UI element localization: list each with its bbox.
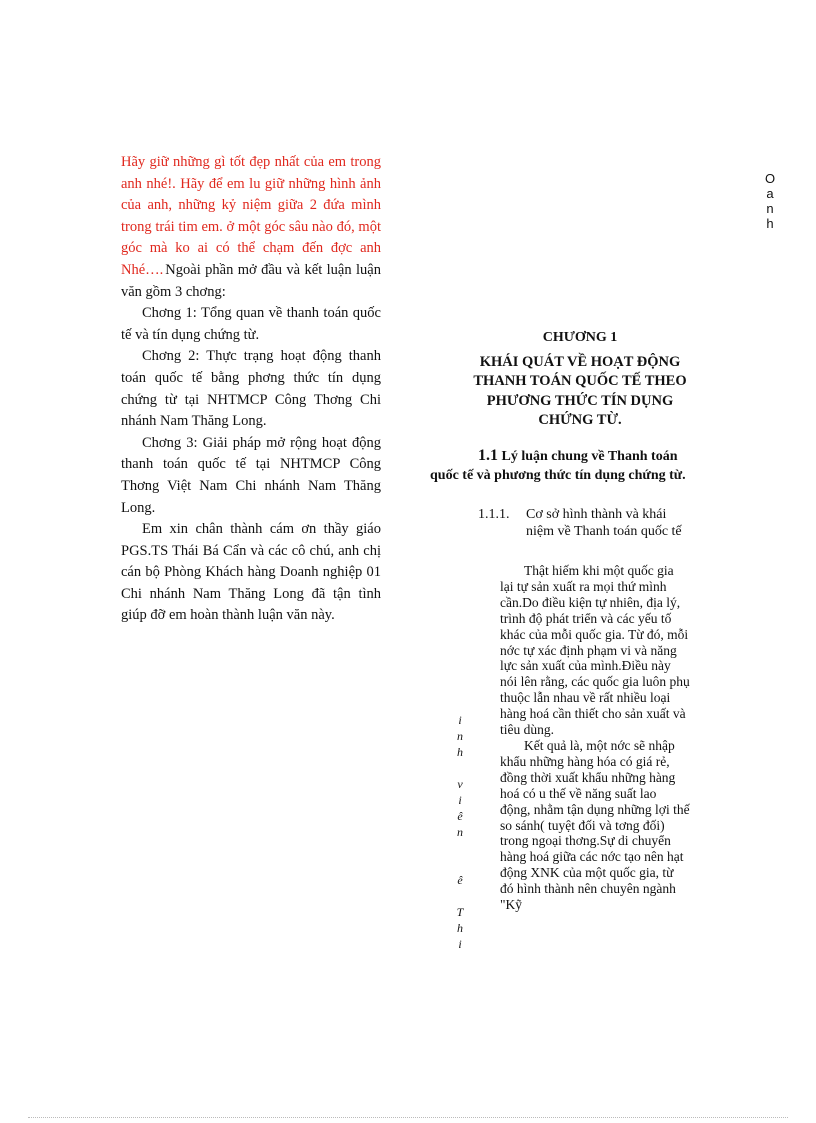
- body-paragraph-2: Kết quả là, một nớc sẽ nhập khẩu những hàng hóa có giá rẻ, đồng thời xuất khẩu những hàng hoá có u thế về năng suất lao động, nhằm tận dụng những lợi thế so sánh( tuyệt đối và tơng đối) trong ngoại thơng.Sự di chuyển hàng hoá giữa các nớc tạo nên hạt động XNK của một quốc gia, từ đó hình thành nên chuyên ngành "Kỹ: [500, 737, 690, 913]
- vertical-margin-letter: i: [458, 713, 462, 727]
- chapter-heading: [430, 328, 730, 431]
- intro-tail-text: Ngoài phần mở đầu và kết luận luận văn gồm 3 chơng:: [121, 261, 381, 300]
- body-paragraph-1: Thật hiếm khi một quốc gia lại tự sản xuất ra mọi thứ mình cần.Do điều kiện tự nhiên, địa lý, trình độ phát triển và các yếu tố khác của mỗi quốc gia. Từ đó, mỗi nớc tự xác định phạm vi và năng lực sản xuất của mình.Điều này nói lên rằng, các quốc gia luôn phụ thuộc lẫn nhau về rất nhiều loại hàng hoá cần thiết cho sản xuất và tiêu dùng.: [500, 563, 690, 738]
- left-column-text: [121, 152, 381, 627]
- chapter2-summary: Chơng 2: Thực trạng hoạt động thanh toán quốc tế bằng phơng thức tín dụng chứng từ tại NHTMCP Công Thơng Chi nhánh Nam Thăng Long.: [121, 348, 381, 430]
- vertical-margin-letter: [454, 760, 466, 776]
- vertical-margin-letters: [454, 712, 466, 952]
- vertical-margin-letter: h: [457, 921, 463, 935]
- vertical-margin-letter: ê: [457, 873, 463, 887]
- vertical-margin-letter: [454, 856, 466, 872]
- chapter-label: CHƯƠNG 1: [542, 330, 618, 345]
- vertical-margin-letter: [454, 888, 466, 904]
- vertical-margin-letter: [454, 840, 466, 856]
- red-dedication-text: Hãy giữ những gì tốt đẹp nhất của em trong anh nhé!. Hãy để em lu giữ những hình ảnh của anh, những kỷ niệm giữa 2 đứa mình trong trái tim em. ở một góc sâu nào đó, một góc mà ko ai có thể chạm đến đợc anh Nhé….: [121, 154, 381, 278]
- vertical-margin-letter: i: [458, 793, 462, 807]
- vertical-name-right: [764, 171, 776, 231]
- vertical-margin-letter: n: [457, 825, 463, 839]
- subsection-title: Cơ sở hình thành và khái niệm về Thanh toán quốc tế: [526, 507, 682, 539]
- section-title: Lý luận chung về Thanh toán quốc tế và phương thức tín dụng chứng từ.: [430, 449, 686, 483]
- chapter1-summary: Chơng 1: Tổng quan về thanh toán quốc tế và tín dụng chứng từ.: [121, 305, 381, 343]
- vertical-margin-letter: n: [457, 729, 463, 743]
- chapter3-summary: Chơng 3: Giải pháp mở rộng hoạt động thanh toán quốc tế tại NHTMCP Công Thơng Việt Nam Chi nhánh Nam Thăng Long.: [121, 434, 381, 516]
- intro-paragraph: [121, 152, 381, 303]
- vertical-margin-letter: h: [457, 745, 463, 759]
- section-number: 1.1: [478, 447, 498, 464]
- chapter-title-line4: CHỨNG TỪ.: [538, 412, 622, 428]
- vertical-margin-letter: ê: [457, 809, 463, 823]
- vertical-name-letter: a: [766, 186, 774, 201]
- vertical-margin-letter: T: [456, 905, 464, 919]
- chapter-title-line3: PHƯƠNG THỨC TÍN DỤNG: [486, 392, 674, 409]
- chapter-title-line2: THANH TOÁN QUỐC TẾ THEO: [473, 373, 687, 389]
- vertical-name-letter: h: [766, 216, 774, 231]
- acknowledgement-paragraph: Em xin chân thành cám ơn thầy giáo PGS.TS Thái Bá Cẩn và các cô chú, anh chị cán bộ Phòng Khách hàng Doanh nghiệp 01 Chi nhánh Nam Thăng Long đã tận tình giúp đỡ em hoàn thành luận văn này.: [121, 521, 381, 624]
- chapter-title-line1: KHÁI QUÁT VỀ HOẠT ĐỘNG: [479, 353, 681, 370]
- vertical-margin-letter: i: [458, 937, 462, 951]
- vertical-name-letter: n: [766, 201, 774, 216]
- vertical-margin-letter: v: [457, 777, 463, 791]
- section-heading: [430, 446, 695, 485]
- right-body-text: [500, 563, 690, 913]
- subsection-number: 1.1.1.: [478, 507, 510, 522]
- vertical-name-letter: O: [764, 171, 776, 186]
- page-bottom-dotted-rule: [28, 1117, 788, 1118]
